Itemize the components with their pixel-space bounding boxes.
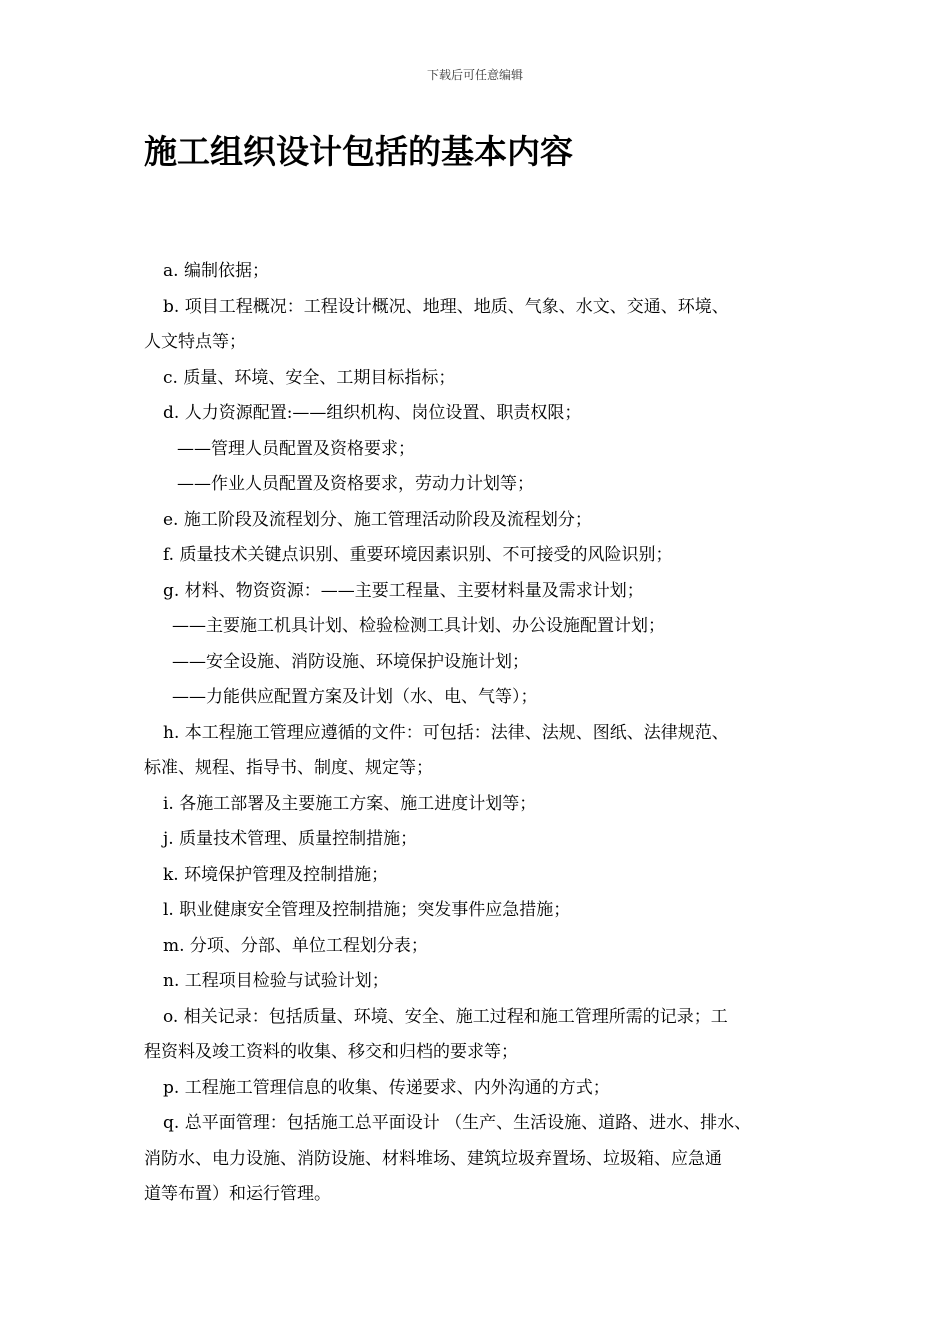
item-e: e. 施工阶段及流程划分、施工管理活动阶段及流程划分； [163,509,592,530]
item-h: h. 本工程施工管理应遵循的文件：可包括：法律、法规、图纸、法律规范、 [163,722,729,743]
item-j: j. 质量技术管理、质量控制措施； [163,829,418,849]
item-g-sub-2: ——安全设施、消防设施、环境保护设施计划； [172,651,529,672]
item-d-sub-1: ——管理人员配置及资格要求； [177,438,415,459]
item-p: p. 工程施工管理信息的收集、传递要求、内外沟通的方式； [163,1077,610,1098]
document-title: 施工组织设计包括的基本内容 [144,132,573,171]
item-d-sub-2: ——作业人员配置及资格要求，劳动力计划等； [177,474,534,494]
item-q-continued-1: 消防水、电力设施、消防设施、材料堆场、建筑垃圾弃置场、垃圾箱、应急通 [144,1148,722,1169]
item-o-continued: 程资料及竣工资料的收集、移交和归档的要求等； [144,1042,518,1062]
item-a: a. 编制依据； [163,261,269,281]
item-c: c. 质量、环境、安全、工期目标指标； [163,367,456,388]
item-g: g. 材料、物资资源：——主要工程量、主要材料量及需求计划； [163,580,644,601]
item-l: l. 职业健康安全管理及控制措施；突发事件应急措施； [163,900,571,920]
item-f: f. 质量技术关键点识别、重要环境因素识别、不可接受的风险识别； [163,545,673,565]
document-body [144,254,834,1213]
item-o: o. 相关记录：包括质量、环境、安全、施工过程和施工管理所需的记录；工 [163,1006,728,1027]
item-q: q. 总平面管理：包括施工总平面设计 （生产、生活设施、道路、进水、排水、 [163,1113,752,1133]
item-n: n. 工程项目检验与试验计划； [163,971,389,991]
item-m: m. 分项、分部、单位工程划分表； [163,935,428,956]
item-q-continued-2: 道等布置）和运行管理。 [144,1184,331,1204]
item-b-continued: 人文特点等； [144,332,246,352]
item-g-sub-1: ——主要施工机具计划、检验检测工具计划、办公设施配置计划； [172,616,665,636]
item-i: i. 各施工部署及主要施工方案、施工进度计划等； [163,793,537,814]
item-g-sub-3: ——力能供应配置方案及计划（水、电、气等）； [172,687,538,707]
item-k: k. 环境保护管理及控制措施； [163,864,389,885]
item-b: b. 项目工程概况：工程设计概况、地理、地质、气象、水文、交通、环境、 [163,296,729,317]
page-header: 下载后可任意编辑 [426,68,523,82]
item-d: d. 人力资源配置:——组织机构、岗位设置、职责权限； [163,403,582,423]
item-h-continued: 标准、规程、指导书、制度、规定等； [144,758,433,778]
